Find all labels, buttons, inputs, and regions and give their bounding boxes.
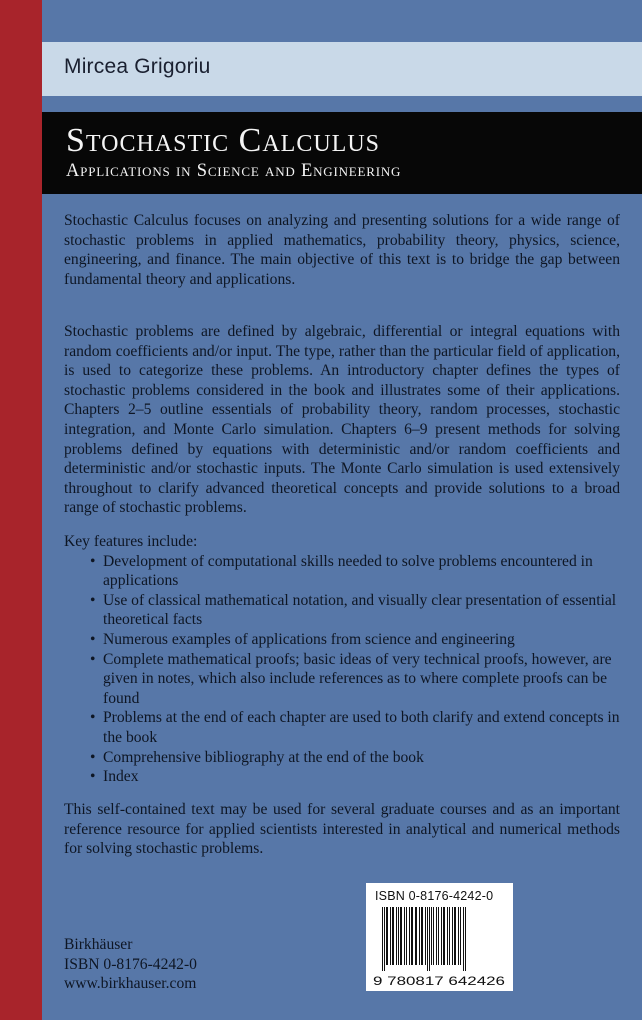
- barcode-bar: [447, 907, 448, 965]
- barcode-bar: [443, 907, 445, 965]
- title-band: [42, 112, 642, 194]
- author-band: [42, 42, 642, 96]
- features-heading: Key features include:: [64, 533, 198, 550]
- book-subtitle: Applications in Science and Engineering: [66, 161, 402, 181]
- bullet-icon: •: [90, 591, 96, 609]
- barcode-graphic: [370, 907, 509, 989]
- barcode-bar: [398, 907, 399, 965]
- barcode-bar: [449, 907, 450, 965]
- publisher-block: [64, 935, 197, 994]
- barcode-bar: [431, 907, 432, 965]
- barcode-digits: 9 780817 642426: [373, 974, 506, 988]
- feature-item: • Comprehensive bibliography at the end of the book: [90, 748, 424, 766]
- bullet-icon: •: [90, 630, 96, 648]
- barcode-bar: [421, 907, 423, 965]
- publisher-name: Birkhäuser: [64, 936, 133, 953]
- barcode-bar: [427, 907, 428, 971]
- bullet-icon: •: [90, 709, 96, 727]
- barcode-bar: [411, 907, 413, 965]
- barcode-bar: [390, 907, 391, 965]
- barcode-box: [366, 883, 513, 991]
- barcode-bar: [406, 907, 407, 965]
- barcode-bar: [404, 907, 405, 965]
- bullet-icon: •: [90, 768, 96, 786]
- features-list: [90, 552, 620, 787]
- barcode-bar: [419, 907, 420, 965]
- spine-stripe: [0, 0, 42, 1020]
- barcode-bar: [454, 907, 456, 965]
- closing-paragraph: This self-contained text may be used for several graduate courses and as an important reference resource for applied scientists interested in analytical and numerical methods for solving stochastic problems.: [64, 801, 620, 858]
- barcode-bar: [441, 907, 442, 965]
- barcode-bar: [386, 907, 388, 965]
- bullet-icon: •: [90, 552, 96, 570]
- barcode-bar: [382, 907, 383, 971]
- feature-item: • Index: [90, 768, 139, 786]
- feature-item: • Problems at the end of each chapter are used to both clarify and extend concepts in the book: [90, 709, 620, 746]
- intro-paragraph: Stochastic Calculus focuses on analyzing and presenting solutions for a wide range of stochastic problems in applied mathematics, probability theory, physics, science, engineering, and finance. The main objective of this text is to bridge the gap between fundamental theory and applications.: [64, 212, 620, 288]
- barcode-bar: [425, 907, 426, 965]
- bullet-icon: •: [90, 748, 96, 766]
- key-features: [64, 532, 620, 787]
- description-paragraph: Stochastic problems are defined by algebraic, differential or integral equations with random coefficients and/or input. The type, rather than the particular field of application, is used to categorize these problems. An introductory chapter defines the types of stochastic problems considered in the book and illustrates some of their applications. Chapters 2–5 outline essentials of probability theory, random processes, stochastic integration, and Monte Carlo simulation. Chapters 6–9 present methods for solving problems defined by equations with deterministic and/or random coefficients and deterministic and/or stochastic inputs. The Monte Carlo simulation is used extensively throughout to clarify advanced theoretical concepts and provide solutions to a broad range of stochastic problems.: [64, 323, 620, 517]
- barcode-bar: [433, 907, 434, 965]
- feature-item: • Development of computational skills needed to solve problems encountered in applications: [90, 552, 593, 590]
- barcode-bar: [400, 907, 402, 965]
- barcode-bar: [384, 907, 385, 971]
- publisher-isbn: ISBN 0-8176-4242-0: [64, 955, 197, 973]
- feature-item: • Numerous examples of applications from science and engineering: [90, 630, 515, 648]
- book-title: Stochastic Calculus: [66, 122, 380, 159]
- barcode-bar: [429, 907, 430, 971]
- barcode-bar: [465, 907, 466, 971]
- barcode-bar: [458, 907, 459, 965]
- barcode-bar: [415, 907, 417, 965]
- barcode-bar: [438, 907, 439, 965]
- barcode-bar: [463, 907, 464, 971]
- barcode-bar: [452, 907, 453, 965]
- feature-item: • Use of classical mathematical notation, and visually clear presentation of essential theoretical facts: [90, 591, 617, 629]
- publisher-website: www.birkhauser.com: [64, 975, 197, 993]
- barcode-isbn-label: ISBN 0-8176-4242-0: [375, 889, 494, 903]
- barcode-bar: [460, 907, 461, 965]
- barcode-bar: [396, 907, 397, 965]
- bullet-icon: •: [90, 650, 96, 668]
- feature-item: • Complete mathematical proofs; basic ideas of very technical proofs, however, are given in notes, which also include references as to where complete proofs can be found: [90, 650, 612, 707]
- barcode-bar: [409, 907, 410, 965]
- author-name: Mircea Grigoriu: [64, 55, 211, 78]
- barcode-bar: [392, 907, 394, 965]
- barcode-bar: [436, 907, 437, 965]
